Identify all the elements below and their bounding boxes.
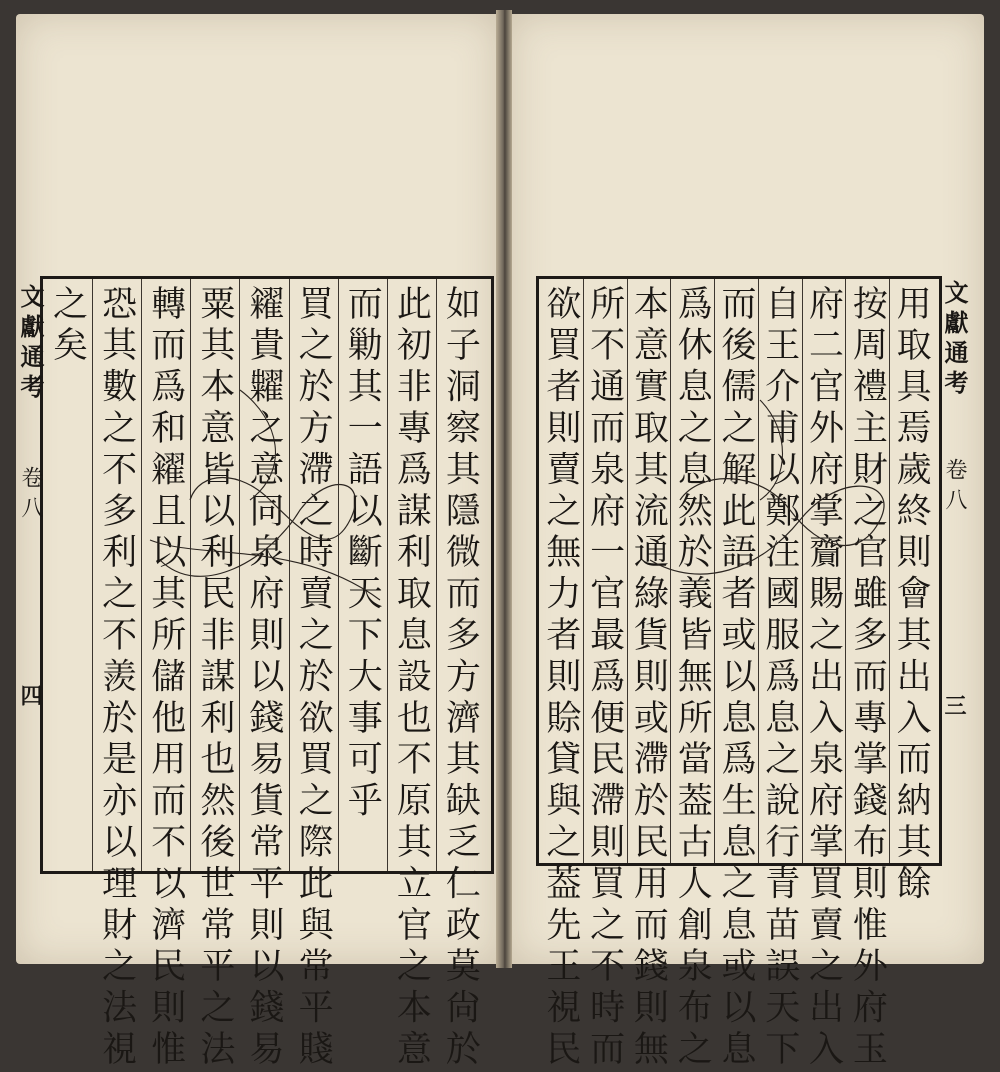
column-rule bbox=[190, 279, 191, 871]
left-page-column bbox=[92, 279, 141, 1072]
right-spine bbox=[940, 276, 970, 866]
column-text: 此初非專爲謀利取息設也不原其立官之本意 bbox=[391, 285, 432, 1072]
column-text: 欲買者則賣之無力者則賒貸與之葢先王視民 bbox=[540, 285, 581, 1072]
left-page-column bbox=[436, 279, 485, 1072]
column-rule bbox=[845, 279, 846, 863]
column-rule bbox=[714, 279, 715, 863]
book-gutter bbox=[496, 10, 512, 968]
left-page-column bbox=[289, 279, 338, 1072]
column-text: 粟其本意皆以利民非謀利也然後世常平之法 bbox=[194, 285, 235, 1072]
left-page-column bbox=[239, 279, 288, 1072]
left-page-column bbox=[141, 279, 190, 1072]
column-rule bbox=[670, 279, 671, 863]
left-text-frame bbox=[40, 276, 494, 1072]
column-text: 之矣 bbox=[47, 285, 88, 368]
column-text: 所不通而泉府一官最爲便民滯則買之不時而 bbox=[584, 285, 625, 1072]
right-page-column bbox=[802, 279, 846, 1072]
left-spine-volume: 卷八 bbox=[18, 466, 43, 526]
right-text-frame bbox=[536, 276, 942, 1072]
column-text: 而後儒之解此語者或以息爲生息之息或以息 bbox=[715, 285, 756, 1072]
column-rule bbox=[436, 279, 437, 871]
column-rule bbox=[239, 279, 240, 871]
column-text: 本意實取其流通綠貨則或滯於民用而錢則無 bbox=[628, 285, 669, 1072]
left-page-column bbox=[338, 279, 387, 871]
left-spine-page-number: 四 bbox=[17, 684, 43, 706]
left-page-column bbox=[43, 279, 92, 871]
column-text: 按周禮主財之官雖多而專掌錢布則惟外府玉 bbox=[847, 285, 888, 1072]
left-spine bbox=[16, 276, 45, 872]
column-text: 爲休息之息然於義皆無所當葢古人創泉布之 bbox=[672, 285, 713, 1072]
column-rule bbox=[583, 279, 584, 863]
column-rule bbox=[289, 279, 290, 871]
column-text: 買之於方滯之時賣之於欲買之際此與常平賤 bbox=[293, 285, 334, 1072]
right-page-column bbox=[758, 279, 802, 1072]
column-rule bbox=[758, 279, 759, 863]
column-rule bbox=[387, 279, 388, 871]
column-rule bbox=[627, 279, 628, 863]
right-page-column bbox=[714, 279, 758, 1072]
column-text: 糴貴糶之意同泉府則以錢易貨常平則以錢易 bbox=[243, 285, 284, 1072]
column-rule bbox=[338, 279, 339, 871]
left-page-column bbox=[190, 279, 239, 1072]
right-page-column bbox=[627, 279, 671, 1072]
column-text: 轉而爲和糴且以其所儲他用而不以濟民則惟 bbox=[145, 285, 186, 1072]
column-text: 恐其數之不多利之不羨於是亦以理財之法視 bbox=[96, 285, 137, 1072]
column-text: 府二官外府掌齎賜之出入泉府掌買賣之出入 bbox=[803, 285, 844, 1072]
column-text: 用取具焉歲終則會其出入而納其餘 bbox=[891, 285, 932, 906]
right-page-column bbox=[889, 279, 933, 906]
right-spine-volume: 卷八 bbox=[942, 458, 967, 518]
column-rule bbox=[141, 279, 142, 871]
right-spine-page-number: 三 bbox=[941, 694, 967, 716]
column-text: 自王介甫以鄭注國服爲息之說行青苗誤天下 bbox=[759, 285, 800, 1072]
column-rule bbox=[802, 279, 803, 863]
right-page-column bbox=[583, 279, 627, 1072]
right-page-column bbox=[539, 279, 583, 1072]
column-rule bbox=[92, 279, 93, 871]
left-page-column bbox=[387, 279, 436, 1072]
right-page-column bbox=[670, 279, 714, 1072]
column-text: 如子洞察其隱微而多方濟其缺乏仁政莫尙於 bbox=[440, 285, 481, 1072]
right-page-column bbox=[845, 279, 889, 1072]
column-rule bbox=[889, 279, 890, 863]
column-text: 而勦其一語以斷天下大事可乎 bbox=[342, 285, 383, 824]
right-spine-title: 文獻通考 bbox=[940, 280, 969, 400]
left-spine-title: 文獻通考 bbox=[16, 284, 45, 404]
